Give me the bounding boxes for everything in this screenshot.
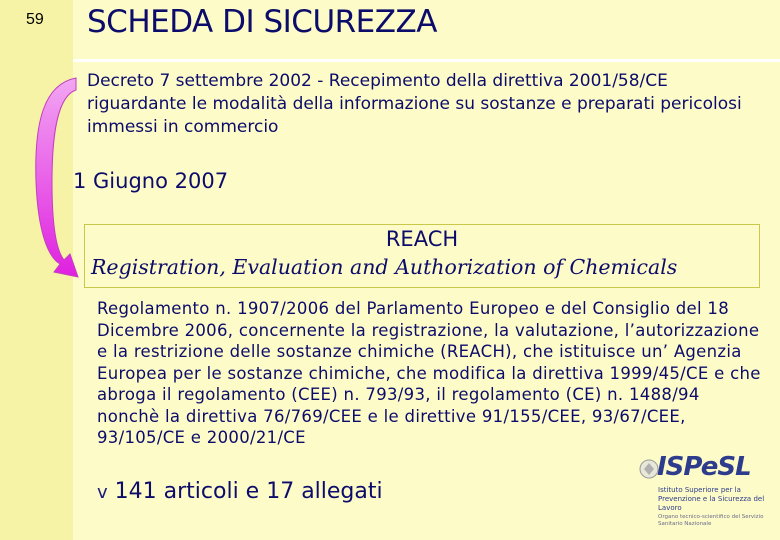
ispesl-logo — [638, 444, 778, 539]
logo-footer: Organo tecnico-scientifico del Servizio Sanitario Nazionale — [658, 514, 764, 527]
slide-number: 59 — [26, 11, 44, 28]
bullet-icon: v — [97, 482, 108, 503]
logo-subtitle: Istituto Superiore per la Prevenzione e la Sicurezza del Lavoro — [658, 486, 765, 512]
bullet-item — [97, 479, 383, 504]
slide-title: SCHEDA DI SICUREZZA — [87, 4, 437, 40]
title-divider — [73, 59, 780, 62]
bullet-text: 141 articoli e 17 allegati — [114, 479, 383, 504]
date-heading: 1 Giugno 2007 — [73, 169, 229, 193]
reach-title: REACH — [385, 227, 459, 251]
reach-box — [84, 224, 760, 288]
logo-name: ISPeSL — [657, 452, 751, 482]
reach-subtitle: Registration, Evaluation and Authorization of Chemicals — [91, 255, 678, 279]
slide-subtitle: Decreto 7 settembre 2002 - Recepimento della direttiva 2001/58/CE riguardante le modalità della informazione su sostanze e preparati pericolosi immessi in commercio — [87, 71, 742, 137]
regulation-paragraph: Regolamento n. 1907/2006 del Parlamento Europeo e del Consiglio del 18 Dicembre 2006, concernente la registrazione, la valutazione, l’autorizzazione e la restrizione delle sostanze chimiche (REACH), che istituisce un’ Agenzia Europea per le sostanze chimiche, che modifica la direttiva 1999/45/CE e che abroga il regolamento (CEE) n. 793/93, il regolamento (CE) n. 1488/94 nonchè la direttiva 76/769/CEE e le direttive 91/155/CEE, 93/67/CEE, 93/105/CE e 2000/21/CE — [97, 299, 761, 447]
